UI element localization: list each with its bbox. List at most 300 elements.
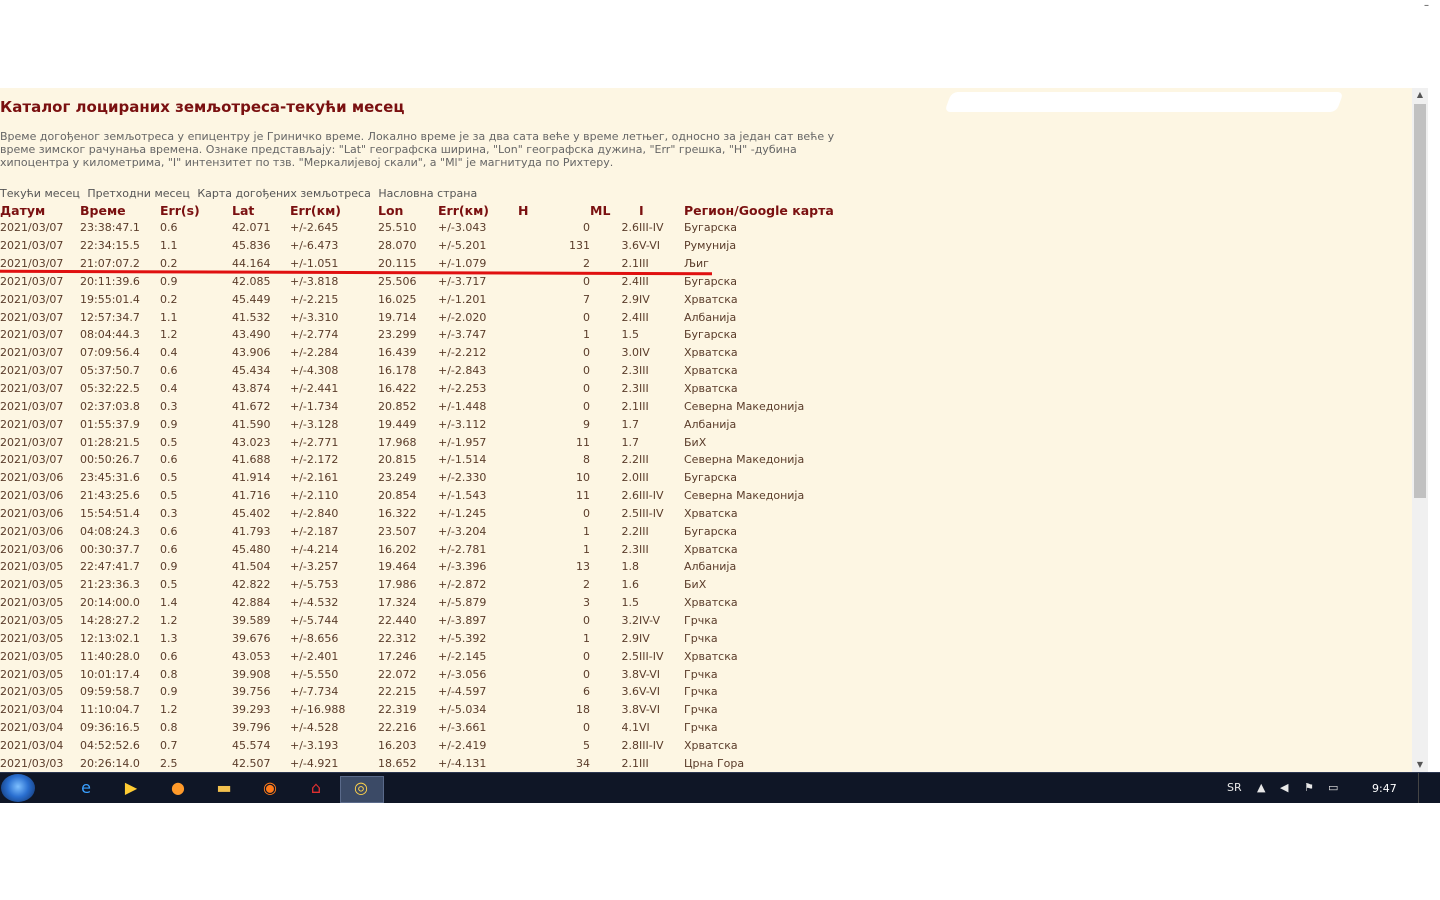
lon-cell: 17.986 xyxy=(378,578,417,592)
err-lat-cell: +/-3.193 xyxy=(290,738,339,752)
err-s-cell: 0.8 xyxy=(160,667,178,681)
time-cell: 01:28:21.5 xyxy=(80,435,140,449)
err-lon-cell: +/-2.781 xyxy=(438,542,487,556)
col-header-err-lat: Err(км) xyxy=(290,202,341,218)
region-link[interactable]: Бугарска xyxy=(684,471,737,485)
lat-cell: 41.793 xyxy=(232,524,271,538)
intensity-cell: IV xyxy=(639,631,650,645)
err-lat-cell: +/-2.774 xyxy=(290,328,339,342)
intensity-cell: III-IV xyxy=(639,221,664,235)
time-cell: 21:23:36.3 xyxy=(80,578,140,592)
lat-cell: 41.532 xyxy=(232,310,271,324)
time-cell: 20:26:14.0 xyxy=(80,756,140,770)
depth-cell: 0 xyxy=(583,721,590,735)
volume-icon[interactable]: ◀ xyxy=(1280,781,1289,794)
table-row xyxy=(0,522,834,540)
nav-link-home[interactable]: Насловна страна xyxy=(378,187,478,200)
nav-link-map[interactable]: Карта догођених земљотреса xyxy=(197,187,371,200)
decorative-brush-stroke xyxy=(944,92,1343,112)
lon-cell: 19.714 xyxy=(378,310,417,324)
table-row xyxy=(0,576,834,594)
depth-cell: 0 xyxy=(583,310,590,324)
err-lon-cell: +/-3.056 xyxy=(438,667,487,681)
region-link[interactable]: Хрватска xyxy=(684,364,738,378)
intensity-cell: III xyxy=(639,310,649,324)
time-cell: 07:09:56.4 xyxy=(80,346,140,360)
err-lat-cell: +/-3.128 xyxy=(290,417,339,431)
region-link[interactable]: Љиг xyxy=(684,257,709,271)
err-lon-cell: +/-2.145 xyxy=(438,649,487,663)
lon-cell: 16.422 xyxy=(378,382,417,396)
table-row xyxy=(0,415,834,433)
date-cell: 2021/03/07 xyxy=(0,417,64,431)
table-row xyxy=(0,487,834,505)
date-cell: 2021/03/07 xyxy=(0,453,64,467)
region-link[interactable]: Хрватска xyxy=(684,506,738,520)
date-cell: 2021/03/07 xyxy=(0,435,64,449)
pdf-icon[interactable]: ⌂ xyxy=(310,778,322,797)
region-link[interactable]: Грчка xyxy=(684,667,718,681)
page-content xyxy=(0,88,1412,772)
col-header-err-s: Err(s) xyxy=(160,202,200,218)
ml-cell: 1.8 xyxy=(621,560,639,574)
region-link[interactable]: Бугарска xyxy=(684,274,737,288)
lat-cell: 43.023 xyxy=(232,435,271,449)
window-corner-mark: – xyxy=(1424,0,1429,11)
lon-cell: 22.319 xyxy=(378,703,417,717)
depth-cell: 0 xyxy=(583,382,590,396)
region-link[interactable]: Бугарска xyxy=(684,221,737,235)
intensity-cell xyxy=(639,558,684,576)
err-lat-cell: +/-4.308 xyxy=(290,364,339,378)
chrome-icon[interactable]: ◎ xyxy=(354,778,368,797)
depth-cell: 0 xyxy=(583,274,590,288)
time-cell: 23:45:31.6 xyxy=(80,471,140,485)
ml-cell: 1.5 xyxy=(621,596,639,610)
intensity-cell xyxy=(639,415,684,433)
table-row xyxy=(0,629,834,647)
region-link[interactable]: Хрватска xyxy=(684,382,738,396)
ml-cell: 1.5 xyxy=(621,328,639,342)
err-lon-cell: +/-5.392 xyxy=(438,631,487,645)
table-row xyxy=(0,683,834,701)
date-cell: 2021/03/06 xyxy=(0,524,64,538)
lon-cell: 17.246 xyxy=(378,649,417,663)
err-s-cell: 0.6 xyxy=(160,649,178,663)
lon-cell: 16.178 xyxy=(378,364,417,378)
depth-cell: 2 xyxy=(583,257,590,271)
lon-cell: 19.449 xyxy=(378,417,417,431)
intensity-cell: III xyxy=(639,382,649,396)
ml-cell: 3.8 xyxy=(621,667,639,681)
lon-cell: 23.249 xyxy=(378,471,417,485)
lon-cell: 19.464 xyxy=(378,560,417,574)
col-header-intensity: I xyxy=(639,202,644,218)
intensity-cell: III xyxy=(639,257,649,271)
ml-cell: 2.1 xyxy=(621,257,639,271)
intensity-cell xyxy=(639,326,684,344)
table-row xyxy=(0,736,834,754)
region-link[interactable]: Северна Македонија xyxy=(684,489,805,503)
depth-cell: 2 xyxy=(583,578,590,592)
language-indicator[interactable]: SR xyxy=(1227,781,1242,794)
time-cell: 21:43:25.6 xyxy=(80,489,140,503)
err-lon-cell: +/-1.543 xyxy=(438,489,487,503)
region-link[interactable]: Грчка xyxy=(684,613,718,627)
date-cell: 2021/03/07 xyxy=(0,292,64,306)
region-link[interactable]: Албанија xyxy=(684,560,737,574)
table-row xyxy=(0,308,834,326)
lat-cell: 41.688 xyxy=(232,453,271,467)
table-row xyxy=(0,290,834,308)
ml-cell: 3.2 xyxy=(621,613,639,627)
time-cell: 04:52:52.6 xyxy=(80,738,140,752)
date-cell: 2021/03/05 xyxy=(0,649,64,663)
err-s-cell: 1.3 xyxy=(160,631,178,645)
scroll-thumb[interactable] xyxy=(1414,104,1426,498)
err-lat-cell: +/-6.473 xyxy=(290,239,339,253)
nav-link-current-month[interactable]: Текући месец xyxy=(0,187,80,200)
col-header-lat: Lat xyxy=(232,202,255,218)
lat-cell: 41.914 xyxy=(232,471,271,485)
date-cell: 2021/03/06 xyxy=(0,489,64,503)
lat-cell: 44.164 xyxy=(232,257,271,271)
ml-cell: 2.8 xyxy=(621,738,639,752)
lat-cell: 39.676 xyxy=(232,631,271,645)
err-s-cell: 1.1 xyxy=(160,239,178,253)
ml-cell: 2.3 xyxy=(621,364,639,378)
err-lat-cell: +/-3.818 xyxy=(290,274,339,288)
err-lat-cell: +/-1.051 xyxy=(290,257,339,271)
intensity-cell: III xyxy=(639,542,649,556)
depth-cell: 11 xyxy=(576,489,590,503)
region-link[interactable]: Грчка xyxy=(684,685,718,699)
ml-cell: 2.5 xyxy=(621,506,639,520)
err-s-cell: 2.5 xyxy=(160,756,178,770)
err-lon-cell: +/-3.043 xyxy=(438,221,487,235)
region-link[interactable]: Бугарска xyxy=(684,524,737,538)
table-row xyxy=(0,219,834,237)
firefox-icon[interactable]: ◉ xyxy=(263,778,277,797)
err-lat-cell: +/-5.744 xyxy=(290,613,339,627)
lat-cell: 43.053 xyxy=(232,649,271,663)
region-link[interactable]: Хрватска xyxy=(684,649,738,663)
date-cell: 2021/03/05 xyxy=(0,560,64,574)
lat-cell: 45.449 xyxy=(232,292,271,306)
err-s-cell: 0.5 xyxy=(160,435,178,449)
start-button[interactable] xyxy=(1,774,35,802)
lat-cell: 39.908 xyxy=(232,667,271,681)
depth-cell: 1 xyxy=(583,328,590,342)
err-lat-cell: +/-2.172 xyxy=(290,453,339,467)
lat-cell: 43.874 xyxy=(232,382,271,396)
region-link[interactable]: Хрватска xyxy=(684,738,738,752)
intensity-cell: IV xyxy=(639,346,650,360)
col-header-date: Датум xyxy=(0,202,46,218)
taskbar xyxy=(0,772,1440,803)
earthquake-table xyxy=(0,201,834,772)
depth-cell: 13 xyxy=(576,560,590,574)
date-cell: 2021/03/07 xyxy=(0,221,64,235)
lon-cell: 23.299 xyxy=(378,328,417,342)
lon-cell: 25.510 xyxy=(378,221,417,235)
ml-cell: 4.1 xyxy=(621,721,639,735)
time-cell: 12:13:02.1 xyxy=(80,631,140,645)
vertical-scrollbar[interactable] xyxy=(1412,88,1428,772)
err-s-cell: 1.2 xyxy=(160,613,178,627)
media-player-icon[interactable]: ▶ xyxy=(124,778,138,797)
err-lon-cell: +/-2.419 xyxy=(438,738,487,752)
date-cell: 2021/03/03 xyxy=(0,756,64,770)
err-s-cell: 0.9 xyxy=(160,560,178,574)
scroll-down-icon[interactable]: ▼ xyxy=(1416,760,1424,769)
nav-links xyxy=(0,187,481,200)
date-cell: 2021/03/05 xyxy=(0,667,64,681)
lat-cell: 42.884 xyxy=(232,596,271,610)
err-s-cell: 0.6 xyxy=(160,221,178,235)
err-lat-cell: +/-2.840 xyxy=(290,506,339,520)
err-lon-cell: +/-1.201 xyxy=(438,292,487,306)
network-icon[interactable]: ▭ xyxy=(1328,781,1339,794)
depth-cell: 3 xyxy=(583,596,590,610)
scroll-up-icon[interactable]: ▲ xyxy=(1416,90,1424,99)
err-lat-cell: +/-2.771 xyxy=(290,435,339,449)
region-link[interactable]: Хрватска xyxy=(684,542,738,556)
time-cell: 15:54:51.4 xyxy=(80,506,140,520)
lat-cell: 39.589 xyxy=(232,613,271,627)
col-header-time: Време xyxy=(80,202,126,218)
date-cell: 2021/03/07 xyxy=(0,328,64,342)
date-cell: 2021/03/05 xyxy=(0,578,64,592)
ml-cell: 2.2 xyxy=(621,524,639,538)
folder-icon[interactable]: ▬ xyxy=(216,778,232,797)
lon-cell: 16.322 xyxy=(378,506,417,520)
table-row xyxy=(0,754,834,772)
err-lat-cell: +/-16.988 xyxy=(290,703,346,717)
err-lon-cell: +/-1.957 xyxy=(438,435,487,449)
lat-cell: 45.402 xyxy=(232,506,271,520)
table-row xyxy=(0,451,834,469)
flag-icon[interactable]: ⚑ xyxy=(1304,781,1314,794)
intensity-cell: III-IV xyxy=(639,489,664,503)
err-s-cell: 0.4 xyxy=(160,346,178,360)
time-cell: 02:37:03.8 xyxy=(80,399,140,413)
ml-cell: 2.5 xyxy=(621,649,639,663)
lat-cell: 41.672 xyxy=(232,399,271,413)
err-s-cell: 0.9 xyxy=(160,417,178,431)
lon-cell: 20.815 xyxy=(378,453,417,467)
err-s-cell: 0.2 xyxy=(160,292,178,306)
err-lat-cell: +/-2.441 xyxy=(290,382,339,396)
intensity-cell: V-VI xyxy=(639,685,660,699)
region-link[interactable]: Хрватска xyxy=(684,292,738,306)
err-lat-cell: +/-2.401 xyxy=(290,649,339,663)
time-cell: 09:36:16.5 xyxy=(80,721,140,735)
intensity-cell xyxy=(639,594,684,612)
lat-cell: 42.507 xyxy=(232,756,271,770)
lat-cell: 43.490 xyxy=(232,328,271,342)
err-lat-cell: +/-5.550 xyxy=(290,667,339,681)
region-link[interactable]: Грчка xyxy=(684,721,718,735)
time-cell: 05:32:22.5 xyxy=(80,382,140,396)
lat-cell: 39.756 xyxy=(232,685,271,699)
intensity-cell: V-VI xyxy=(639,239,660,253)
err-s-cell: 1.4 xyxy=(160,596,178,610)
err-s-cell: 1.2 xyxy=(160,703,178,717)
table-row xyxy=(0,469,834,487)
table-row xyxy=(0,665,834,683)
intensity-cell xyxy=(639,576,684,594)
lat-cell: 41.716 xyxy=(232,489,271,503)
date-cell: 2021/03/04 xyxy=(0,721,64,735)
lon-cell: 22.215 xyxy=(378,685,417,699)
time-cell: 00:30:37.7 xyxy=(80,542,140,556)
ie-icon[interactable]: e xyxy=(81,778,91,797)
err-lat-cell: +/-8.656 xyxy=(290,631,339,645)
clock[interactable]: 9:47 xyxy=(1372,782,1397,795)
lon-cell: 16.203 xyxy=(378,738,417,752)
ml-cell: 2.3 xyxy=(621,542,639,556)
region-link[interactable]: Бугарска xyxy=(684,328,737,342)
col-header-lon: Lon xyxy=(378,202,404,218)
region-link[interactable]: Хрватска xyxy=(684,346,738,360)
date-cell: 2021/03/06 xyxy=(0,506,64,520)
ml-cell: 3.0 xyxy=(621,346,639,360)
date-cell: 2021/03/05 xyxy=(0,596,64,610)
ml-cell: 3.6 xyxy=(621,239,639,253)
fruit-app-icon[interactable]: ● xyxy=(171,778,185,797)
depth-cell: 9 xyxy=(583,417,590,431)
ml-cell: 1.7 xyxy=(621,435,639,449)
time-cell: 20:11:39.6 xyxy=(80,274,140,288)
nav-link-previous-month[interactable]: Претходни месец xyxy=(87,187,190,200)
depth-cell: 6 xyxy=(583,685,590,699)
err-s-cell: 0.4 xyxy=(160,382,178,396)
table-row xyxy=(0,612,834,630)
err-s-cell: 0.5 xyxy=(160,578,178,592)
ml-cell: 1.7 xyxy=(621,417,639,431)
date-cell: 2021/03/07 xyxy=(0,274,64,288)
err-s-cell: 0.6 xyxy=(160,542,178,556)
table-row xyxy=(0,558,834,576)
err-lat-cell: +/-4.921 xyxy=(290,756,339,770)
region-link[interactable]: Грчка xyxy=(684,703,718,717)
err-lat-cell: +/-2.110 xyxy=(290,489,339,503)
region-link[interactable]: Хрватска xyxy=(684,596,738,610)
time-cell: 05:37:50.7 xyxy=(80,364,140,378)
ml-cell: 2.9 xyxy=(621,631,639,645)
depth-cell: 0 xyxy=(583,667,590,681)
err-s-cell: 1.1 xyxy=(160,310,178,324)
err-lon-cell: +/-2.020 xyxy=(438,310,487,324)
table-row xyxy=(0,505,834,523)
err-lon-cell: +/-3.661 xyxy=(438,721,487,735)
table-row xyxy=(0,326,834,344)
ml-cell: 2.2 xyxy=(621,453,639,467)
region-link[interactable]: Албанија xyxy=(684,310,737,324)
region-link[interactable]: Северна Македонија xyxy=(684,453,805,467)
intensity-cell: III xyxy=(639,274,649,288)
err-lon-cell: +/-3.396 xyxy=(438,560,487,574)
depth-cell: 1 xyxy=(583,542,590,556)
ml-cell: 2.3 xyxy=(621,382,639,396)
region-link[interactable]: БиХ xyxy=(684,578,707,592)
lon-cell: 16.439 xyxy=(378,346,417,360)
intensity-cell: V-VI xyxy=(639,667,660,681)
date-cell: 2021/03/07 xyxy=(0,257,64,271)
lon-cell: 22.072 xyxy=(378,667,417,681)
err-lat-cell: +/-4.214 xyxy=(290,542,339,556)
time-cell: 11:10:04.7 xyxy=(80,703,140,717)
region-link[interactable]: Румунија xyxy=(684,239,737,253)
err-lon-cell: +/-3.747 xyxy=(438,328,487,342)
region-link[interactable]: БиХ xyxy=(684,435,707,449)
err-lon-cell: +/-2.843 xyxy=(438,364,487,378)
intensity-cell: III xyxy=(639,453,649,467)
time-cell: 21:07:07.2 xyxy=(80,257,140,271)
tray-expand-icon[interactable]: ▲ xyxy=(1257,781,1266,794)
lon-cell: 16.202 xyxy=(378,542,417,556)
lat-cell: 42.822 xyxy=(232,578,271,592)
ml-cell: 3.8 xyxy=(621,703,639,717)
region-link[interactable]: Албанија xyxy=(684,417,737,431)
err-lon-cell: +/-3.897 xyxy=(438,613,487,627)
lat-cell: 45.480 xyxy=(232,542,271,556)
intensity-cell: IV xyxy=(639,292,650,306)
region-link[interactable]: Грчка xyxy=(684,631,718,645)
date-cell: 2021/03/04 xyxy=(0,703,64,717)
depth-cell: 11 xyxy=(576,435,590,449)
err-lon-cell: +/-4.597 xyxy=(438,685,487,699)
err-s-cell: 0.5 xyxy=(160,471,178,485)
lon-cell: 20.115 xyxy=(378,257,417,271)
err-lat-cell: +/-4.528 xyxy=(290,721,339,735)
lon-cell: 23.507 xyxy=(378,524,417,538)
lon-cell: 28.070 xyxy=(378,239,417,253)
lat-cell: 42.085 xyxy=(232,274,271,288)
err-lat-cell: +/-5.753 xyxy=(290,578,339,592)
col-header-ml: ML xyxy=(590,202,611,218)
depth-cell: 0 xyxy=(583,346,590,360)
lat-cell: 45.574 xyxy=(232,738,271,752)
date-cell: 2021/03/07 xyxy=(0,346,64,360)
depth-cell: 0 xyxy=(583,506,590,520)
region-link[interactable]: Црна Гора xyxy=(684,756,745,770)
err-lon-cell: +/-1.245 xyxy=(438,506,487,520)
ml-cell: 2.1 xyxy=(621,756,639,770)
err-lon-cell: +/-4.131 xyxy=(438,756,487,770)
time-cell: 23:38:47.1 xyxy=(80,221,140,235)
err-lat-cell: +/-2.215 xyxy=(290,292,339,306)
table-row xyxy=(0,237,834,255)
table-row xyxy=(0,344,834,362)
err-s-cell: 0.3 xyxy=(160,506,178,520)
table-row xyxy=(0,362,834,380)
region-link[interactable]: Северна Македонија xyxy=(684,399,805,413)
col-header-region: Регион/Google карта xyxy=(684,202,834,218)
time-cell: 22:34:15.5 xyxy=(80,239,140,253)
err-s-cell: 0.9 xyxy=(160,274,178,288)
lon-cell: 22.312 xyxy=(378,631,417,645)
show-desktop-button[interactable] xyxy=(1418,773,1429,803)
col-header-depth: H xyxy=(518,202,529,218)
table-row xyxy=(0,594,834,612)
date-cell: 2021/03/06 xyxy=(0,542,64,556)
depth-cell: 0 xyxy=(583,364,590,378)
time-cell: 10:01:17.4 xyxy=(80,667,140,681)
lon-cell: 17.324 xyxy=(378,596,417,610)
err-s-cell: 0.2 xyxy=(160,257,178,271)
